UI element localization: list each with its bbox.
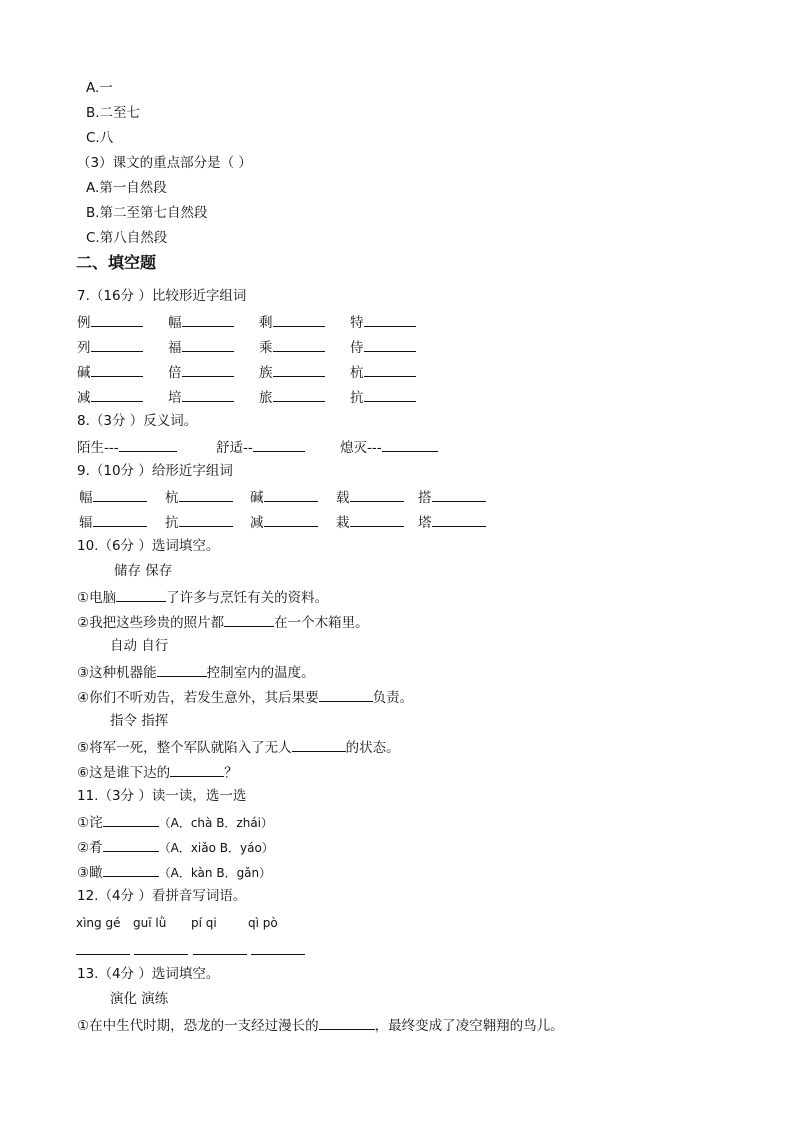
character: 乘 xyxy=(259,340,273,356)
character: 幅 xyxy=(168,315,182,331)
character: 碱 xyxy=(77,365,91,381)
answer-blank[interactable] xyxy=(253,437,305,452)
answer-blank[interactable] xyxy=(273,337,325,352)
option-3c: C.第八自然段 xyxy=(86,230,168,246)
answer-blank[interactable] xyxy=(273,312,325,327)
answer-blank[interactable] xyxy=(103,812,159,827)
q7-cell xyxy=(259,312,325,332)
q7-cell xyxy=(168,362,234,382)
q9-cell xyxy=(165,487,233,507)
q7-cell xyxy=(350,362,416,382)
character: 碱 xyxy=(250,490,264,506)
character: 福 xyxy=(168,340,182,356)
sentence-1: ①在中生代时期，恐龙的一支经过漫长的 ，最终变成了凌空翱翔的鸟儿。 xyxy=(77,1015,564,1035)
answer-blank[interactable] xyxy=(364,312,416,327)
character: 塔 xyxy=(418,515,432,531)
answer-blank[interactable] xyxy=(93,487,147,502)
answer-blank[interactable] xyxy=(91,337,143,352)
q9-cell xyxy=(79,487,147,507)
question-9-title: 9.（10分 ）给形近字组词 xyxy=(77,463,233,479)
answer-blank[interactable] xyxy=(364,387,416,402)
answer-blank[interactable] xyxy=(224,612,274,627)
answer-blank[interactable] xyxy=(319,687,373,702)
character: 幅 xyxy=(79,490,93,506)
character: 倍 xyxy=(168,365,182,381)
answer-blank[interactable] xyxy=(432,487,486,502)
q7-cell xyxy=(259,362,325,382)
answer-blank[interactable] xyxy=(157,662,207,677)
q9-cell xyxy=(418,512,486,532)
q8-item: 舒适-- xyxy=(216,437,305,457)
word-choices: 储存 保存 xyxy=(114,563,173,579)
character: 杭 xyxy=(165,490,179,506)
answer-blank[interactable] xyxy=(134,940,188,955)
answer-blank[interactable] xyxy=(273,387,325,402)
character: 载 xyxy=(336,490,350,506)
q9-cell xyxy=(336,487,404,507)
character: 特 xyxy=(350,315,364,331)
answer-blank[interactable] xyxy=(179,487,233,502)
answer-blank[interactable] xyxy=(432,512,486,527)
sentence-6: ⑥这是谁下达的 ？ xyxy=(77,762,238,782)
q11-item: ③瞰 （A．kàn B．gǎn） xyxy=(77,862,271,882)
q9-cell xyxy=(418,487,486,507)
question-10-title: 10.（6分 ）选词填空。 xyxy=(77,538,220,554)
word-choices: 自动 自行 xyxy=(110,638,169,654)
q7-cell xyxy=(77,312,143,332)
q11-item: ①诧 （A．chà B．zhái） xyxy=(77,812,273,832)
q8-item: 陌生--- xyxy=(77,437,177,457)
answer-blank[interactable] xyxy=(179,512,233,527)
q8-item: 熄灭--- xyxy=(340,437,438,457)
character: 杭 xyxy=(350,365,364,381)
q9-cell xyxy=(336,512,404,532)
character: 培 xyxy=(168,390,182,406)
question-12-title: 12.（4分 ）看拼音写词语。 xyxy=(77,888,247,904)
word-choices: 演化 演练 xyxy=(110,991,169,1007)
q7-cell xyxy=(77,387,143,407)
answer-blank[interactable] xyxy=(91,312,143,327)
question-11-title: 11.（3分 ）读一读，选一选 xyxy=(77,788,247,804)
option-2c: C.八 xyxy=(86,130,114,146)
character: 旅 xyxy=(259,390,273,406)
answer-blank[interactable] xyxy=(182,312,234,327)
option-2a: A.一 xyxy=(86,80,113,96)
answer-blank[interactable] xyxy=(273,362,325,377)
answer-blank[interactable] xyxy=(119,437,177,452)
pinyin-answer-row xyxy=(76,940,305,960)
character: 搭 xyxy=(418,490,432,506)
answer-blank[interactable] xyxy=(76,940,130,955)
q9-cell xyxy=(250,512,318,532)
sentence-4: ④你们不听劝告，若发生意外，其后果要 负责。 xyxy=(77,687,413,707)
option-3b: B.第二至第七自然段 xyxy=(86,205,208,221)
question-3-stem: （3）课文的重点部分是（ ） xyxy=(77,155,252,171)
pinyin: guī lǜ xyxy=(133,916,167,930)
pinyin: qì pò xyxy=(248,916,278,930)
q9-cell xyxy=(250,487,318,507)
q7-cell xyxy=(168,337,234,357)
option-3a: A.第一自然段 xyxy=(86,180,167,196)
q11-item: ②肴 （A．xiǎo B．yáo） xyxy=(77,837,274,857)
answer-blank[interactable] xyxy=(364,362,416,377)
answer-blank[interactable] xyxy=(91,362,143,377)
section-heading: 二、填空题 xyxy=(76,253,157,272)
sentence-2: ②我把这些珍贵的照片都 在一个木箱里。 xyxy=(77,612,369,632)
answer-blank[interactable] xyxy=(319,1015,375,1030)
character: 减 xyxy=(77,390,91,406)
pinyin: xìng gé xyxy=(76,916,121,930)
question-13-title: 13.（4分 ）选词填空。 xyxy=(77,966,220,982)
character: 栽 xyxy=(336,515,350,531)
q7-cell xyxy=(168,387,234,407)
answer-blank[interactable] xyxy=(292,737,346,752)
q9-cell xyxy=(79,512,147,532)
word-choices: 指令 指挥 xyxy=(110,713,169,729)
answer-blank[interactable] xyxy=(93,512,147,527)
question-8-title: 8.（3分 ）反义词。 xyxy=(77,413,198,429)
character: 减 xyxy=(250,515,264,531)
answer-blank[interactable] xyxy=(182,337,234,352)
answer-blank[interactable] xyxy=(382,437,438,452)
character: 族 xyxy=(259,365,273,381)
answer-blank[interactable] xyxy=(350,512,404,527)
answer-blank[interactable] xyxy=(103,862,159,877)
answer-blank[interactable] xyxy=(182,387,234,402)
answer-blank[interactable] xyxy=(91,387,143,402)
q7-cell xyxy=(350,312,416,332)
character: 列 xyxy=(77,340,91,356)
q7-cell xyxy=(77,362,143,382)
sentence-3: ③这种机器能 控制室内的温度。 xyxy=(77,662,315,682)
q9-cell xyxy=(165,512,233,532)
q7-cell xyxy=(168,312,234,332)
character: 例 xyxy=(77,315,91,331)
pinyin: pí qi xyxy=(191,916,217,930)
q7-cell xyxy=(259,387,325,407)
q7-cell xyxy=(259,337,325,357)
answer-blank[interactable] xyxy=(264,512,318,527)
option-2b: B.二至七 xyxy=(86,105,141,121)
answer-blank[interactable] xyxy=(116,587,166,602)
sentence-5: ⑤将军一死，整个军队就陷入了无人 的状态。 xyxy=(77,737,400,757)
character: 辐 xyxy=(79,515,93,531)
character: 剩 xyxy=(259,315,273,331)
answer-blank[interactable] xyxy=(350,487,404,502)
answer-blank[interactable] xyxy=(182,362,234,377)
answer-blank[interactable] xyxy=(193,940,247,955)
answer-blank[interactable] xyxy=(170,762,224,777)
question-7-title: 7.（16分 ）比较形近字组词 xyxy=(77,288,247,304)
sentence-1: ①电脑 了许多与烹饪有关的资料。 xyxy=(77,587,328,607)
answer-blank[interactable] xyxy=(364,337,416,352)
answer-blank[interactable] xyxy=(251,940,305,955)
q7-cell xyxy=(350,337,416,357)
answer-blank[interactable] xyxy=(103,837,159,852)
character: 抗 xyxy=(350,390,364,406)
character: 侍 xyxy=(350,340,364,356)
answer-blank[interactable] xyxy=(264,487,318,502)
q7-cell xyxy=(77,337,143,357)
character: 抗 xyxy=(165,515,179,531)
q7-cell xyxy=(350,387,416,407)
